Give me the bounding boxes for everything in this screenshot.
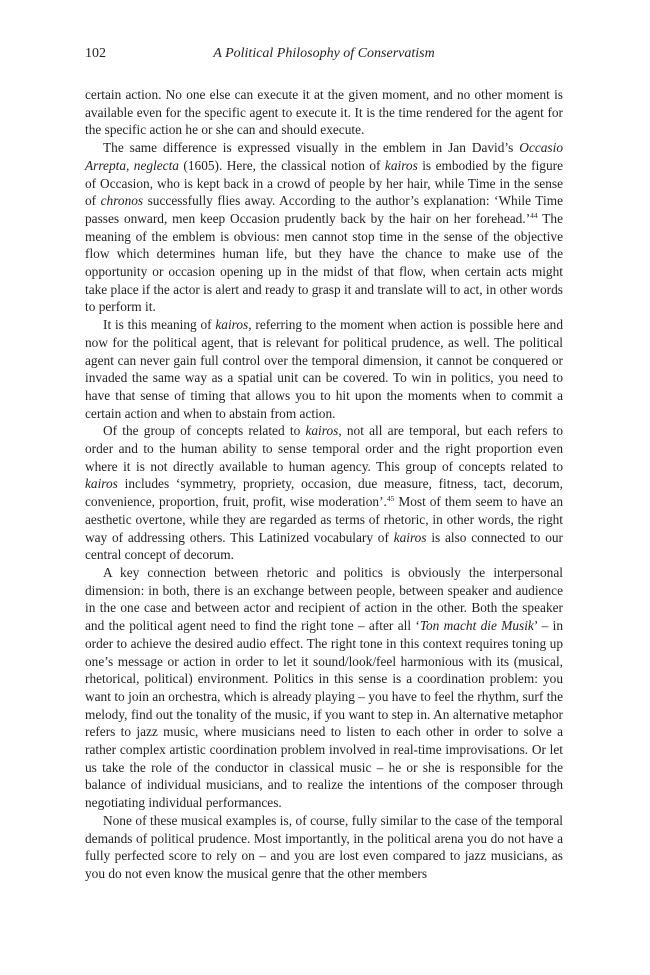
text-run: is embodied by the figure of Occasion, who is kept back in a crowd of people by her hair, while Time in the sense of (85, 157, 563, 209)
text-run: includes ‘symmetry, propriety, occasion, due measure, fitness, tact, decorum, convenience, proportion, fruit, profit, wise moderation’. (85, 476, 563, 510)
text-run: ’ – in order to achieve the desired audio effect. The right tone in this context requires toning up one’s message or action in order to let it sound/look/feel harmonious with its (musical, rhetorical, political) environment. Politics in this sense is a coordination problem: you want to join an orchestra, which is already playing – you have to feel the rhythm, surf the melody, find out the tonality of the music, if you want to step in. An alternative metaphor refers to jazz music, where musicians need to listen to each other in order to solve a rather complex artistic coordination problem involved in real-time improvisations. Or let us take the role of the conductor in classical music – he or she is responsible for the balance of individual musicians, and to realize the intentions of the composer through negotiating individual performances. (85, 618, 563, 811)
paragraph (85, 812, 563, 883)
paragraph (85, 564, 563, 812)
text-run: , not all are temporal, but each refers to order and to the human ability to sense temporal order and the right proportion even where it is not directly available to human agency. This group of concepts related to (85, 423, 564, 474)
text-run: certain action. No one else can execute it at the given moment, and no other moment is available even for the specific agent to execute it. It is the time rendered for the agent for the specific action he or she can and should execute. (85, 87, 563, 138)
text-run: successfully flies away. According to the author’s explanation: ‘While Time passes onward, men keep Occasion prudently back by the hair on her forehead.’ (85, 193, 563, 226)
paragraph (85, 422, 563, 564)
italic-text: Ton macht die Musik (419, 618, 534, 634)
running-title: A Political Philosophy of Conservatism (213, 46, 435, 61)
page-header (85, 44, 563, 64)
italic-text: kairos (393, 529, 427, 545)
italic-text: kairos (215, 317, 249, 333)
text-run: , referring to the moment when action is possible here and now for the political agent, that is relevant for political prudence, as well. The political agent can never gain full control over the temporal dimension, it cannot be conquered or invaded the same way as a spatial unit can be covered. To win in politics, you need to have that sense of timing that allows you to hit upon the moments when to commit a certain action and when to abstain from action. (85, 317, 563, 421)
italic-text: kairos (384, 157, 418, 173)
text-run: Of the group of concepts related to (103, 423, 306, 439)
page-number: 102 (85, 46, 106, 61)
paragraph (85, 86, 563, 139)
text-run: is also connected to our central concept of decorum. (85, 529, 563, 563)
italic-text: Occasio Arrepta, neglecta (85, 140, 563, 173)
text-run: The meaning of the emblem is obvious: men cannot stop time in the sense of the objective flow which determines human life, but they have the chance to make use of the opportunity or occasion opening up in the midst of that flow, when certain acts might take place if the actor is alert and ready to grasp it and translate will to act, in other words to perform it. (85, 210, 564, 315)
italic-text: chronos (100, 193, 144, 209)
paragraph (85, 316, 563, 422)
body-text (85, 86, 563, 883)
text-run: (1605). Here, the classical notion of (178, 157, 385, 173)
text-run: It is this meaning of (103, 317, 216, 333)
text-run: Most of them seem to have an aesthetic overtone, while they are regarded as terms of rhetoric, in other words, the right way of addressing others. This Latinized vocabulary of (85, 494, 563, 545)
text-run: None of these musical examples is, of course, fully similar to the case of the temporal demands of political prudence. Most importantly, in the political arena you do not have a fully perfected score to rely on – and you are lost even compared to jazz musicians, as you do not even know the musical genre that the other members (85, 812, 563, 881)
text-run: A key connection between rhetoric and politics is obviously the interpersonal dimension: in both, there is an exchange between people, between speaker and audience in the one case and between actor and recipient of action in the other. Both the speaker and the political agent need to find the right tone – after all ‘ (85, 564, 563, 634)
paragraph (85, 139, 563, 316)
footnote-ref: 44 (530, 210, 538, 220)
italic-text: kairos (305, 423, 339, 439)
italic-text: kairos (85, 476, 118, 492)
footnote-ref: 45 (386, 494, 395, 504)
text-run: The same difference is expressed visually in the emblem in Jan David’s (103, 140, 520, 156)
